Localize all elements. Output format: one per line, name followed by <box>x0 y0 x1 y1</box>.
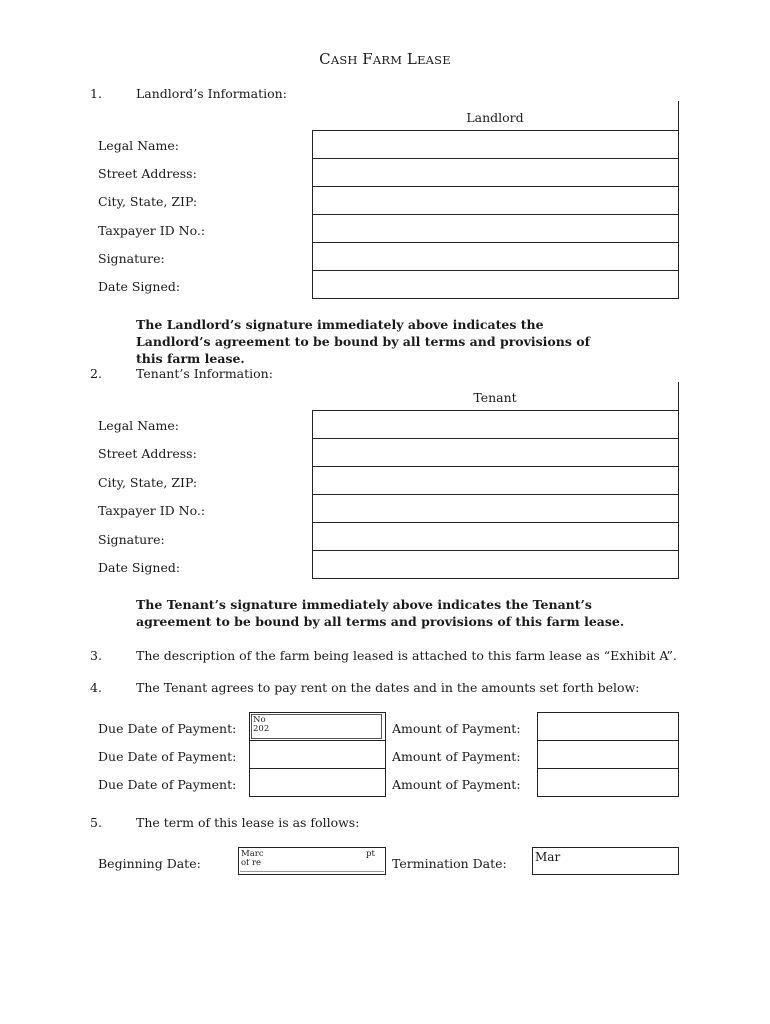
tenant-signature-field[interactable] <box>312 522 679 551</box>
landlord-legal-name-field[interactable] <box>312 130 679 159</box>
beginning-date-label: Beginning Date: <box>98 856 201 871</box>
due-date-label-2: Due Date of Payment: <box>98 749 237 764</box>
tenant-street-address-field[interactable] <box>312 438 679 467</box>
section-2-heading: Tenant’s Information: <box>136 366 273 381</box>
tenant-city-state-zip-field[interactable] <box>312 466 679 495</box>
section-3-number: 3. <box>90 648 102 663</box>
beginning-date-field[interactable] <box>238 847 386 875</box>
document-title: CASH FARM LEASE <box>319 50 451 68</box>
landlord-label-date-signed: Date Signed: <box>98 279 181 294</box>
section-3-text: The description of the farm being leased is attached to this farm lease as “Exhibit A”. <box>136 648 677 663</box>
due-date-field-1[interactable] <box>249 712 386 741</box>
section-4-text: The Tenant agrees to pay rent on the dates and in the amounts set forth below: <box>136 680 640 695</box>
termination-date-label: Termination Date: <box>392 856 507 871</box>
landlord-label-city-state-zip: City, State, ZIP: <box>98 194 198 209</box>
landlord-street-address-field[interactable] <box>312 158 679 187</box>
beginning-date-value-line-1-left: Marc <box>241 850 264 859</box>
due-date-field-2[interactable] <box>249 740 386 769</box>
amount-label-3: Amount of Payment: <box>392 777 521 792</box>
beginning-date-underline <box>240 871 384 872</box>
due-date-value-1-line-2: 202 <box>253 725 270 734</box>
tenant-column-header: Tenant <box>473 390 517 405</box>
amount-field-1[interactable] <box>537 712 679 741</box>
beginning-date-value-line-1-right: pt <box>366 850 375 859</box>
beginning-date-value-line-2: of re <box>241 859 262 868</box>
tenant-label-street-address: Street Address: <box>98 446 197 461</box>
tenant-legal-name-field[interactable] <box>312 410 679 439</box>
tenant-date-signed-field[interactable] <box>312 550 679 579</box>
section-5-number: 5. <box>90 815 102 830</box>
tenant-label-city-state-zip: City, State, ZIP: <box>98 475 198 490</box>
due-date-field-3[interactable] <box>249 768 386 797</box>
landlord-header-rule <box>678 101 679 130</box>
tenant-agreement-notice: The Tenant’s signature immediately above indicates the Tenant’s agreement to be bound by all terms and provisions of this farm lease. <box>136 597 625 629</box>
section-1-heading: Landlord’s Information: <box>136 86 287 101</box>
landlord-label-signature: Signature: <box>98 251 165 266</box>
landlord-label-legal-name: Legal Name: <box>98 138 179 153</box>
landlord-taxpayer-id-field[interactable] <box>312 214 679 243</box>
landlord-label-taxpayer-id: Taxpayer ID No.: <box>98 223 206 238</box>
due-date-label-1: Due Date of Payment: <box>98 721 237 736</box>
termination-date-value: Mar <box>535 850 561 864</box>
tenant-header-rule <box>678 382 679 411</box>
tenant-label-date-signed: Date Signed: <box>98 560 181 575</box>
landlord-date-signed-field[interactable] <box>312 270 679 299</box>
section-1-number: 1. <box>90 86 102 101</box>
amount-field-2[interactable] <box>537 740 679 769</box>
landlord-column-header: Landlord <box>466 110 524 125</box>
landlord-city-state-zip-field[interactable] <box>312 186 679 215</box>
tenant-label-taxpayer-id: Taxpayer ID No.: <box>98 503 206 518</box>
due-date-label-3: Due Date of Payment: <box>98 777 237 792</box>
section-2-number: 2. <box>90 366 102 381</box>
due-date-value-1-line-1: No <box>253 716 266 725</box>
landlord-signature-field[interactable] <box>312 242 679 271</box>
section-4-number: 4. <box>90 680 102 695</box>
amount-label-1: Amount of Payment: <box>392 721 521 736</box>
amount-label-2: Amount of Payment: <box>392 749 521 764</box>
termination-date-field[interactable] <box>532 847 679 875</box>
section-5-text: The term of this lease is as follows: <box>136 815 360 830</box>
tenant-label-legal-name: Legal Name: <box>98 418 179 433</box>
amount-field-3[interactable] <box>537 768 679 797</box>
landlord-agreement-notice: The Landlord’s signature immediately above indicates the Landlord’s agreement to be bound by all terms and provisions of this farm lease. <box>136 317 590 366</box>
landlord-label-street-address: Street Address: <box>98 166 197 181</box>
tenant-taxpayer-id-field[interactable] <box>312 494 679 523</box>
tenant-label-signature: Signature: <box>98 532 165 547</box>
